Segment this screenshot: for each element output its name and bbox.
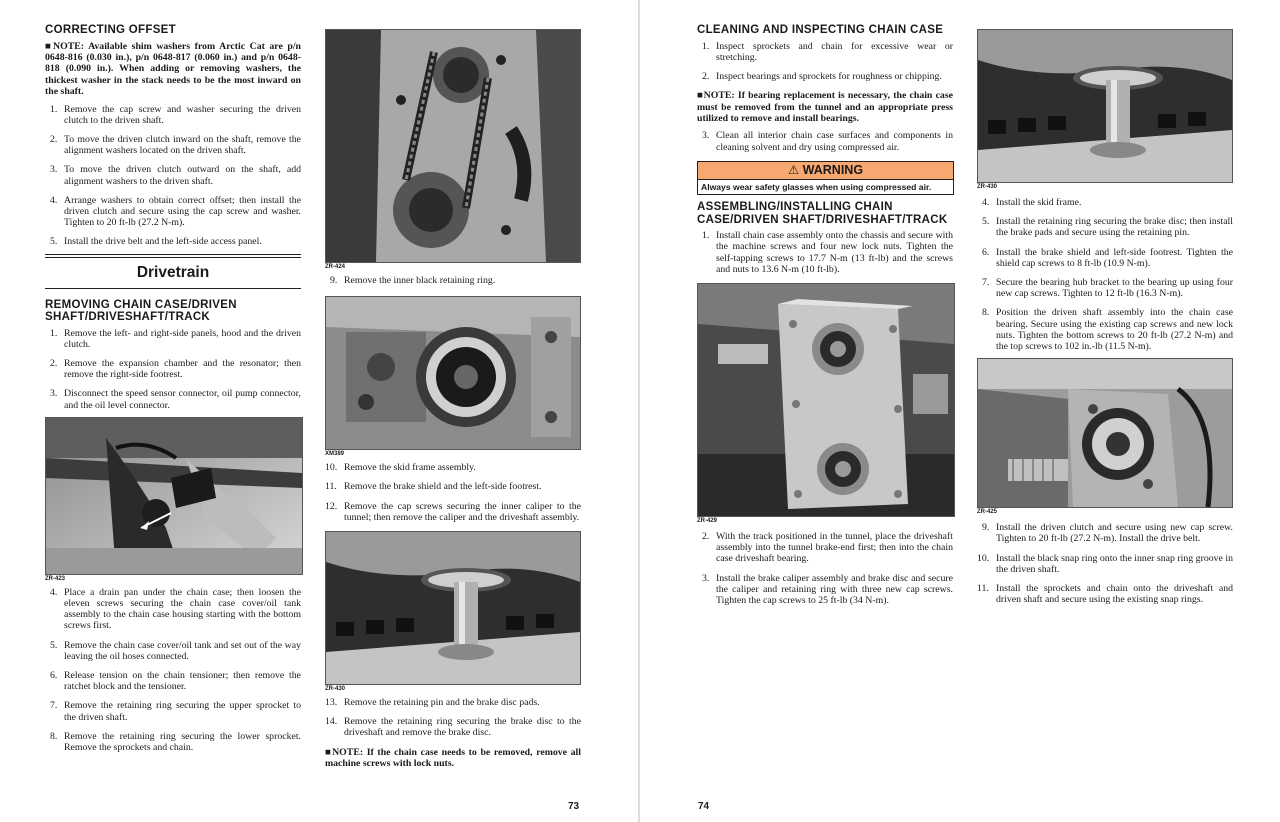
heading-correcting-offset: CORRECTING OFFSET — [45, 24, 176, 36]
step-number: 4. — [50, 194, 58, 206]
photo-caption: ZR-430 — [325, 686, 346, 693]
step-number: 6. — [982, 246, 990, 258]
step-text: Remove the retaining ring securing the brake disc to the driveshaft and remove the brake disc. — [344, 716, 581, 739]
step-number: 1. — [702, 40, 710, 52]
heading-removing-chain-case: REMOVING CHAIN CASE/DRIVEN SHAFT/DRIVESHAFT/TRACK — [45, 298, 237, 324]
step-text: Install chain case assembly onto the chassis and secure with the machine screws and four new lock nuts. Tighten the self-tapping screws to 17.7 N-m (13 ft-lb) and the screws and nuts to 13.6 N-m (10 ft-lb). — [716, 230, 953, 275]
step-number: 3. — [50, 164, 58, 176]
step-number: 1. — [50, 327, 58, 339]
step-item — [325, 462, 581, 473]
step-text: Install the sprockets and chain onto the driveshaft and driven shaft and secure using the existing snap rings. — [996, 583, 1233, 606]
step-item — [697, 130, 953, 152]
step-item — [697, 531, 953, 565]
step-number: 2. — [50, 357, 58, 369]
step-number: 9. — [330, 275, 338, 286]
step-text: Position the driven shaft assembly into the chain case bearing. Secure using the existing cap screws and new lock nuts. Tighten the bottom screws to 20 ft-lb (27.2 N-m) and the top screws to 102 in.-lb (11.5 N-m). — [996, 307, 1233, 353]
step-number: 11. — [977, 583, 989, 595]
step-number: 5. — [982, 216, 990, 228]
step-number: 14. — [325, 716, 338, 728]
step-item — [325, 481, 581, 492]
page-number: 73 — [568, 801, 580, 812]
step-text: Install the skid frame. — [996, 197, 1082, 208]
photo-caption: ZR-429 — [697, 518, 718, 525]
step-text: Place a drain pan under the chain case; then loosen the eleven screws securing the chain case cover/oil tank assembly to the chain case housing starting with the bottom screws first. — [64, 586, 301, 632]
step-item — [45, 104, 301, 126]
step-number: 9. — [982, 522, 990, 534]
photo-caption: ZR-424 — [325, 264, 346, 270]
step-text: Remove the expansion chamber and the resonator; then remove the right-side footrest. — [64, 357, 301, 381]
step-item — [45, 358, 301, 380]
step-text: Remove the brake shield and the left-side footrest. — [344, 481, 542, 493]
step-item — [697, 71, 953, 82]
step-text: Remove the chain case cover/oil tank and set out of the way leaving the oil hoses connected. — [64, 639, 301, 662]
step-item — [45, 236, 301, 247]
step-text: Remove the cap screws securing the inner caliper to the tunnel; then remove the caliper and the driveshaft assembly. — [344, 500, 581, 523]
step-number: 2. — [50, 133, 58, 145]
step-item — [45, 670, 301, 692]
step-item — [45, 640, 301, 662]
step-number: 6. — [50, 670, 58, 681]
step-item — [697, 573, 953, 607]
step-text: Install the driven clutch and secure using new cap screw. Tighten to 20 ft-lb (27.2 N-m). Install the drive belt. — [996, 522, 1233, 545]
photo-driven-shaft — [977, 358, 1233, 508]
step-number: 8. — [982, 307, 990, 319]
step-item — [977, 216, 1233, 238]
warning-box — [697, 161, 954, 196]
step-text: Install the brake shield and left-side footrest. Tighten the shield cap screws to 8 ft-lb (10.9 N-m). — [996, 246, 1233, 269]
step-number: 2. — [702, 70, 710, 82]
step-number: 1. — [702, 230, 710, 242]
warning-title: ⚠ WARNING — [698, 162, 953, 180]
page-gutter — [638, 0, 640, 822]
photo-brake-disc — [325, 531, 581, 685]
step-item — [977, 197, 1233, 208]
step-number: 5. — [50, 236, 58, 248]
step-number: 12. — [325, 500, 338, 512]
step-item — [45, 700, 301, 722]
step-text: Disconnect the speed sensor connector, oil pump connector, and the oil level connector. — [64, 388, 301, 411]
step-number: 13. — [325, 697, 338, 709]
step-text: Inspect bearings and sprockets for roughness or chipping. — [716, 70, 942, 82]
heading-assembling-installing: ASSEMBLING/INSTALLING CHAIN CASE/DRIVEN SHAFT/DRIVESHAFT/TRACK — [697, 201, 948, 226]
step-item — [45, 164, 301, 186]
step-item — [977, 277, 1233, 299]
photo-chain-sprockets — [325, 29, 581, 263]
step-text: Install the brake caliper assembly and brake disc and secure the caliper and retaining ring with three new cap screws. Tighten the cap screws to 25 ft-lb (34 N-m). — [716, 572, 953, 607]
step-item — [45, 587, 301, 632]
step-text: To move the driven clutch outward on the shaft, add alignment washers to the driven shaft. — [64, 164, 301, 187]
step-item — [977, 307, 1233, 352]
step-number: 3. — [702, 572, 710, 584]
photo-caption: ZR-425 — [977, 509, 998, 516]
step-number: 3. — [50, 388, 58, 400]
page74-column-right — [977, 29, 1233, 613]
note-shim-washers: ■NOTE: Available shim washers from Arctic Cat are p/n 0648-816 (0.030 in.), p/n 0648-817 (0.060 in.) and p/n 0648-818 (0.090 in.). When adding or removing washers, the thickest washer in the stack needs to be the most inward on the shaft. — [45, 40, 301, 98]
step-text: Secure the bearing hub bracket to the bearing up using four new cap screws. Tighten to 12 ft-lb (16.3 N-m). — [996, 277, 1233, 300]
page-74 — [641, 0, 1280, 822]
photo-caption: ZR-430 — [977, 184, 998, 190]
page-73 — [0, 0, 639, 822]
step-number: 10. — [977, 552, 990, 564]
step-number: 7. — [50, 700, 58, 712]
step-number: 1. — [50, 103, 58, 115]
photo-caption: ZR-423 — [45, 575, 66, 582]
note-machine-screws: ■NOTE: If the chain case needs to be removed, remove all machine screws with lock nuts. — [325, 746, 581, 770]
photo-caption: XM389 — [325, 451, 345, 458]
step-item — [697, 41, 953, 63]
step-text: Arrange washers to obtain correct offset; then install the driven clutch and secure using the cap screw and washer. Tighten to 20 ft-lb (27.2 N-m). — [64, 194, 301, 229]
step-text: Remove the retaining pin and the brake disc pads. — [344, 697, 540, 709]
step-item — [977, 522, 1233, 544]
page-number: 74 — [698, 801, 710, 812]
page74-column-left — [697, 24, 953, 614]
step-number: 10. — [325, 462, 338, 474]
step-number: 4. — [982, 197, 990, 208]
step-item — [325, 697, 581, 708]
photo-brake-disc-install — [977, 29, 1233, 183]
step-item — [45, 388, 301, 410]
step-number: 8. — [50, 730, 58, 742]
step-text: Install the retaining ring securing the brake disc; then install the brake pads and secure using the retaining pin. — [996, 216, 1233, 239]
note-bearing-replacement: ■NOTE: If bearing replacement is necessary, the chain case must be removed from the tunnel and an appropriate press utilized to remove and install bearings. — [697, 90, 953, 124]
step-text: Remove the retaining ring securing the upper sprocket to the driven shaft. — [64, 700, 301, 723]
step-item — [45, 134, 301, 156]
step-number: 2. — [702, 531, 710, 543]
photo-chain-case-assembly — [697, 283, 955, 517]
step-text: Release tension on the chain tensioner; then remove the ratchet block and the tensioner. — [64, 670, 301, 693]
step-text: With the track positioned in the tunnel, place the driveshaft assembly into the tunnel brake-end first; then into the chain case driveshaft bearing. — [716, 531, 953, 565]
step-text: Remove the skid frame assembly. — [344, 462, 476, 474]
step-text: Clean all interior chain case surfaces and components in cleaning solvent and dry using compressed air. — [716, 130, 953, 153]
step-text: Install the black snap ring onto the inner snap ring groove in the driven shaft. — [996, 552, 1233, 575]
page73-column-right — [325, 29, 581, 775]
step-number: 11. — [325, 481, 337, 493]
step-text: Remove the cap screw and washer securing the driven clutch to the driven shaft. — [64, 103, 301, 126]
section-title-drivetrain: Drivetrain — [136, 263, 210, 281]
section-rule-top — [45, 254, 301, 255]
step-text: Remove the inner black retaining ring. — [344, 275, 496, 286]
step-text: Install the drive belt and the left-side access panel. — [64, 236, 262, 248]
page73-column-left — [45, 24, 301, 761]
step-item — [325, 275, 581, 286]
step-text: Inspect sprockets and chain for excessive wear or stretching. — [716, 40, 953, 63]
section-rule-bottom — [45, 288, 301, 289]
step-item — [325, 716, 581, 738]
step-item — [325, 501, 581, 523]
heading-cleaning-inspecting: CLEANING AND INSPECTING CHAIN CASE — [697, 24, 944, 36]
step-item — [977, 553, 1233, 575]
step-text: Remove the left- and right-side panels, hood and the driven clutch. — [64, 327, 301, 350]
warning-text: Always wear safety glasses when using compressed air. — [701, 181, 932, 192]
step-number: 7. — [982, 277, 990, 289]
step-text: Remove the retaining ring securing the lower sprocket. Remove the sprockets and chain. — [64, 730, 301, 754]
step-item — [45, 328, 301, 350]
step-number: 5. — [50, 639, 58, 651]
step-number: 3. — [702, 130, 710, 142]
step-text: To move the driven clutch inward on the shaft, remove the alignment washers located on the driven shaft. — [64, 133, 301, 157]
photo-connectors — [45, 417, 303, 575]
step-number: 4. — [50, 586, 58, 598]
step-item — [697, 230, 953, 275]
step-item — [977, 583, 1233, 605]
photo-retaining-ring — [325, 296, 581, 450]
step-item — [45, 195, 301, 229]
step-item — [977, 247, 1233, 269]
step-item — [45, 731, 301, 753]
